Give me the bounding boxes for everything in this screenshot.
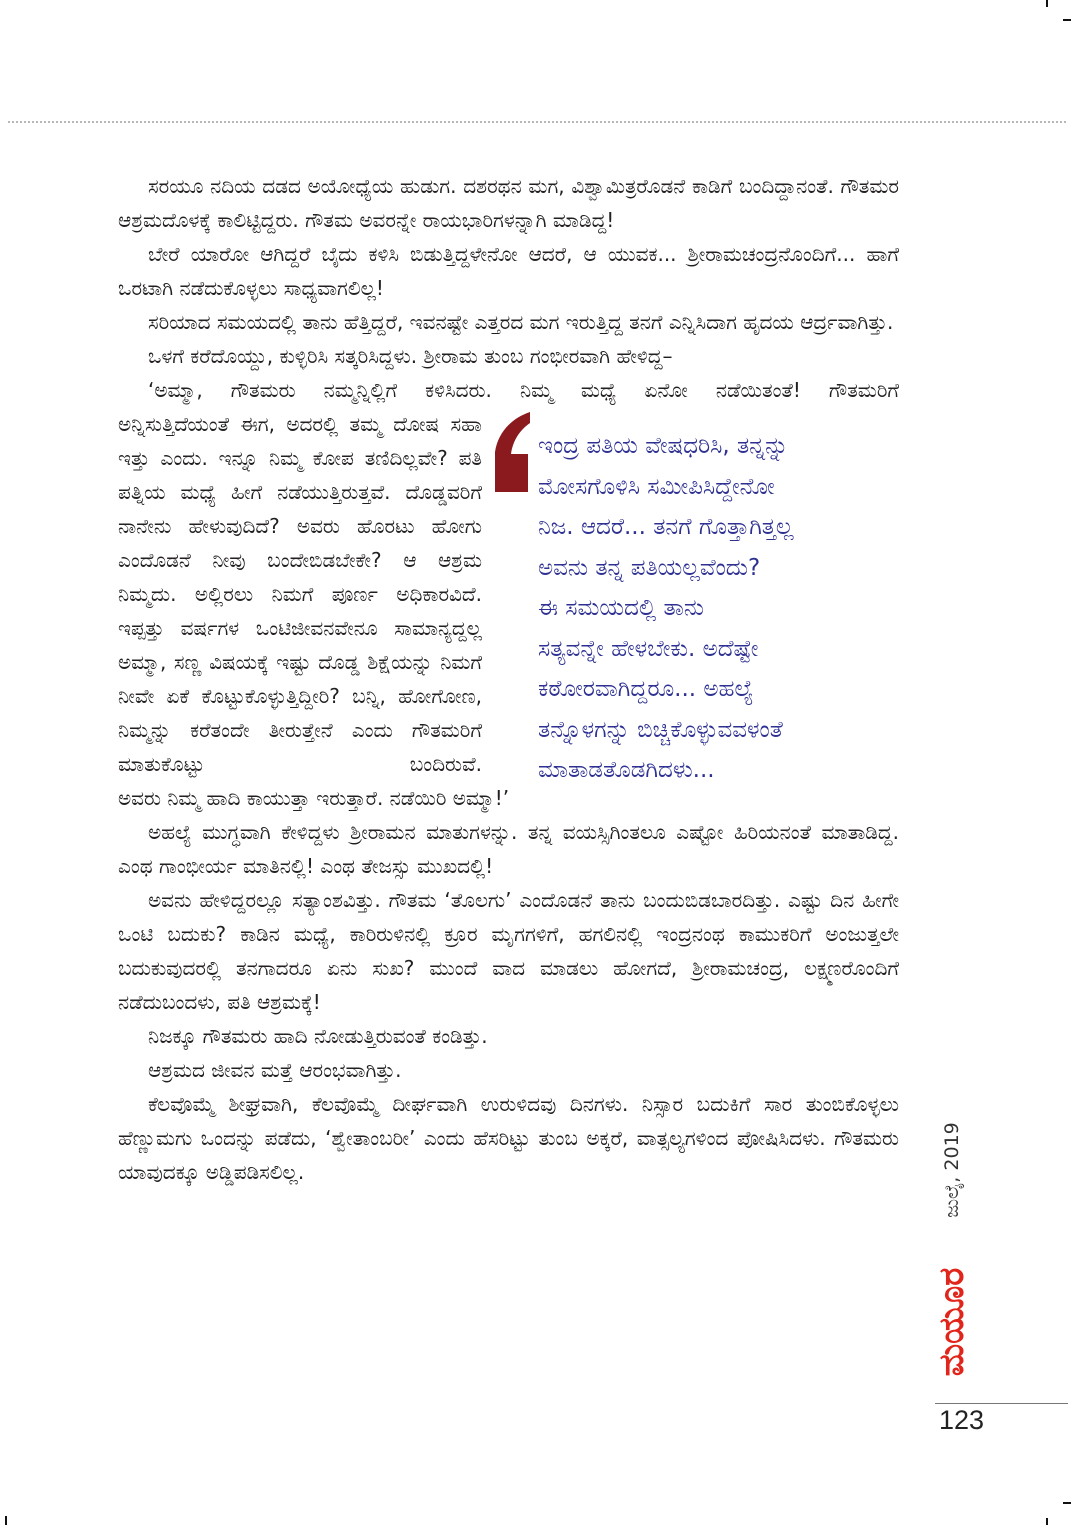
paragraph: ಸರಯೂ ನದಿಯ ದಡದ ಅಯೋಧ್ಯೆಯ ಹುಡುಗ. ದಶರಥನ ಮಗ, ವಿಶ್ವಾಮಿತ್ರರೊಡನೆ ಕಾಡಿಗೆ ಬಂದಿದ್ದಾನಂತೆ. ಗೌತಮರ ಆಶ್ರಮದೊಳಕ್ಕೆ ಕಾಲಿಟ್ಟಿದ್ದರು. ಗೌತಮ ಅವರನ್ನೇ ರಾಯಭಾರಿಗಳನ್ನಾಗಿ ಮಾಡಿದ್ದ! [118, 174, 899, 232]
issue-month-year: ಜುಲೈ, 2019 [941, 1122, 963, 1218]
dialogue-column-text: ಅನ್ನಿಸುತ್ತಿದೆಯಂತೆ ಈಗ, ಅದರಲ್ಲಿ ತಮ್ಮ ದೋಷ ಸಹಾ ಇತ್ತು ಎಂದು. ಇನ್ನೂ ನಿಮ್ಮ ಕೋಪ ತಣಿದಿಲ್ಲವೇ? ಪತಿ ಪತ್ನಿಯ ಮಧ್ಯೆ ಹೀಗೆ ನಡೆಯುತ್ತಿರುತ್ತವೆ. ದೊಡ್ಡವರಿಗೆ ನಾನೇನು ಹೇಳುವುದಿದೆ? ಅವರು ಹೊರಟು ಹೋಗು ಎಂದೊಡನೆ ನೀವು ಬಂದೇಬಿಡಬೇಕೇ? ಆ ಆಶ್ರಮ ನಿಮ್ಮದು. ಅಲ್ಲಿರಲು ನಿಮಗೆ ಪೂರ್ಣ ಅಧಿಕಾರವಿದೆ. ಇಪ್ಪತ್ತು ವರ್ಷಗಳ ಒಂಟಿಜೀವನವೇನೂ ಸಾಮಾನ್ಯದ್ದಲ್ಲ ಅಮ್ಮಾ, ಸಣ್ಣ ವಿಷಯಕ್ಕೆ ಇಷ್ಟು ದೊಡ್ಡ ಶಿಕ್ಷೆಯನ್ನು ನಿಮಗೆ ನೀವೇ ಏಕೆ ಕೊಟ್ಟುಕೊಳ್ಳುತ್ತಿದ್ದೀರಿ? ಬನ್ನಿ, ಹೋಗೋಣ, ನಿಮ್ಮನ್ನು ಕರೆತಂದೇ ತೀರುತ್ತೇನೆ ಎಂದು ಗೌತಮರಿಗೆ ಮಾತುಕೊಟ್ಟು ಬಂದಿರುವೆ. [118, 412, 482, 776]
article-body [118, 169, 899, 1189]
page-number: 123 [939, 1405, 985, 1435]
paragraph: ಸರಿಯಾದ ಸಮಯದಲ್ಲಿ ತಾನು ಹೆತ್ತಿದ್ದರೆ, ಇವನಷ್ಟೇ ಎತ್ತರದ ಮಗ ಇರುತ್ತಿದ್ದ ತನಗೆ ಎನ್ನಿಸಿದಾಗ ಹೃದಯ ಆರ್ದ್ರವಾಗಿತ್ತು. [148, 310, 894, 334]
pull-quote-line: ಅವನು ತನ್ನ ಪತಿಯಲ್ಲವೆಂದು? [538, 554, 761, 581]
crop-mark-top-right-horizontal [1063, 19, 1071, 21]
magazine-logo: ಮಯೂರ [932, 1267, 972, 1377]
paragraph: ಅವನು ಹೇಳಿದ್ದರಲ್ಲೂ ಸತ್ಯಾಂಶವಿತ್ತು. ಗೌತಮ ‘ತೊಲಗು’ ಎಂದೊಡನೆ ತಾನು ಬಂದುಬಿಡಬಾರದಿತ್ತು. ಎಷ್ಟು ದಿನ ಹೀಗೇ ಒಂಟಿ ಬದುಕು? ಕಾಡಿನ ಮಧ್ಯೆ, ಕಾರಿರುಳಿನಲ್ಲಿ ಕ್ರೂರ ಮೃಗಗಳಿಗೆ, ಹಗಲಿನಲ್ಲಿ ಇಂದ್ರನಂಥ ಕಾಮುಕರಿಗೆ ಅಂಜುತ್ತಲೇ ಬದುಕುವುದರಲ್ಲಿ ತನಗಾದರೂ ಏನು ಸುಖ? ಮುಂದೆ ವಾದ ಮಾಡಲು ಹೋಗದೆ, ಶ್ರೀರಾಮಚಂದ್ರ, ಲಕ್ಷ್ಮಣರೊಂದಿಗೆ ನಡೆದುಬಂದಳು, ಪತಿ ಆಶ್ರಮಕ್ಕೆ! [118, 888, 899, 1014]
pull-quote-line: ತನ್ನೊಳಗನ್ನು ಬಿಚ್ಚಿಕೊಳ್ಳುವವಳಂತೆ [538, 716, 783, 743]
paragraph: ಬೇರೆ ಯಾರೋ ಆಗಿದ್ದರೆ ಬೈದು ಕಳಿಸಿ ಬಿಡುತ್ತಿದ್ದಳೇನೋ ಆದರೆ, ಆ ಯುವಕ... ಶ್ರೀರಾಮಚಂದ್ರನೊಂದಿಗೆ... ಹಾಗೆ ಒರಟಾಗಿ ನಡೆದುಕೊಳ್ಳಲು ಸಾಧ್ಯವಾಗಲಿಲ್ಲ! [118, 242, 899, 300]
pull-quote-line: ಈ ಸಮಯದಲ್ಲಿ ತಾನು [538, 595, 704, 621]
paragraph: ಒಳಗೆ ಕರೆದೊಯ್ದು, ಕುಳ್ಳಿರಿಸಿ ಸತ್ಕರಿಸಿದ್ದಳು. ಶ್ರೀರಾಮ ತುಂಬ ಗಂಭೀರವಾಗಿ ಹೇಳಿದ್ದ– [148, 344, 673, 368]
pull-quote [538, 426, 900, 791]
dialogue-lead-line: ‘ಅಮ್ಮಾ, ಗೌತಮರು ನಮ್ಮನ್ನಿಲ್ಲಿಗೆ ಕಳಿಸಿದರು. ನಿಮ್ಮ ಮಧ್ಯೆ ಏನೋ ನಡೆಯಿತಂತೆ! ಗೌತಮರಿಗೆ [148, 378, 899, 402]
header-dotted-rule [8, 121, 1066, 123]
pull-quote-line: ನಿಜ. ಆದರೆ... ತನಗೆ ಗೊತ್ತಾಗಿತ್ತಲ್ಲ [538, 514, 794, 540]
pull-quote-line: ಇಂದ್ರ ಪತಿಯ ವೇಷಧರಿಸಿ, ತನ್ನನ್ನು [538, 433, 789, 459]
pull-quote-line: ಕಠೋರವಾಗಿದ್ದರೂ... ಅಹಲ್ಯೆ [538, 676, 754, 702]
paragraph: ಅಹಲ್ಯೆ ಮುಗ್ಧವಾಗಿ ಕೇಳಿದ್ದಳು ಶ್ರೀರಾಮನ ಮಾತುಗಳನ್ನು. ತನ್ನ ವಯಸ್ಸಿಗಿಂತಲೂ ಎಷ್ಟೋ ಹಿರಿಯನಂತೆ ಮಾತಾಡಿದ್ದ. ಎಂಥ ಗಾಂಭೀರ್ಯ ಮಾತಿನಲ್ಲಿ! ಎಂಥ ತೇಜಸ್ಸು ಮುಖದಲ್ಲಿ! [118, 820, 899, 878]
pull-quote-line: ಸತ್ಯವನ್ನೇ ಹೇಳಬೇಕು. ಅದೆಷ್ಟೇ [538, 635, 759, 662]
crop-mark-bottom-left-vertical [5, 1516, 7, 1525]
paragraph: ಕೆಲವೊಮ್ಮೆ ಶೀಘ್ರವಾಗಿ, ಕೆಲವೊಮ್ಮೆ ದೀರ್ಘವಾಗಿ ಉರುಳಿದವು ದಿನಗಳು. ನಿಸ್ಸಾರ ಬದುಕಿಗೆ ಸಾರ ತುಂಬಿಕೊಳ್ಳಲು ಹೆಣ್ಣುಮಗು ಒಂದನ್ನು ಪಡೆದು, ‘ಶ್ವೇತಾಂಬರೀ’ ಎಂದು ಹೆಸರಿಟ್ಟು ತುಂಬ ಅಕ್ಕರೆ, ವಾತ್ಸಲ್ಯಗಳಿಂದ ಪೋಷಿಸಿದಳು. ಗೌತಮರು ಯಾವುದಕ್ಕೂ ಅಡ್ಡಿಪಡಿಸಲಿಲ್ಲ. [118, 1092, 899, 1184]
crop-mark-bottom-right-horizontal [1063, 1502, 1071, 1504]
opening-quote-icon [490, 412, 530, 492]
pull-quote-line: ಮೋಸಗೊಳಿಸಿ ಸಮೀಪಿಸಿದ್ದೇನೋ [538, 473, 775, 500]
pull-quote-line: ಮಾತಾಡತೊಡಗಿದಳು... [538, 757, 715, 783]
paragraph: ಆಶ್ರಮದ ಜೀವನ ಮತ್ತೆ ಆರಂಭವಾಗಿತ್ತು. [148, 1058, 402, 1082]
dialogue-with-pull-quote [118, 407, 899, 781]
paragraph: ನಿಜಕ್ಕೂ ಗೌತಮರು ಹಾದಿ ನೋಡುತ್ತಿರುವಂತೆ ಕಂಡಿತ್ತು. [148, 1024, 488, 1048]
opening-quote-icon-shape [495, 412, 530, 492]
crop-mark-bottom-right-vertical [1046, 1518, 1048, 1525]
crop-mark-top-right-vertical [1046, 0, 1048, 7]
dialogue-tail-line: ಅವರು ನಿಮ್ಮ ಹಾದಿ ಕಾಯುತ್ತಾ ಇರುತ್ತಾರೆ. ನಡೆಯಿರಿ ಅಮ್ಮಾ!’ [118, 786, 510, 810]
